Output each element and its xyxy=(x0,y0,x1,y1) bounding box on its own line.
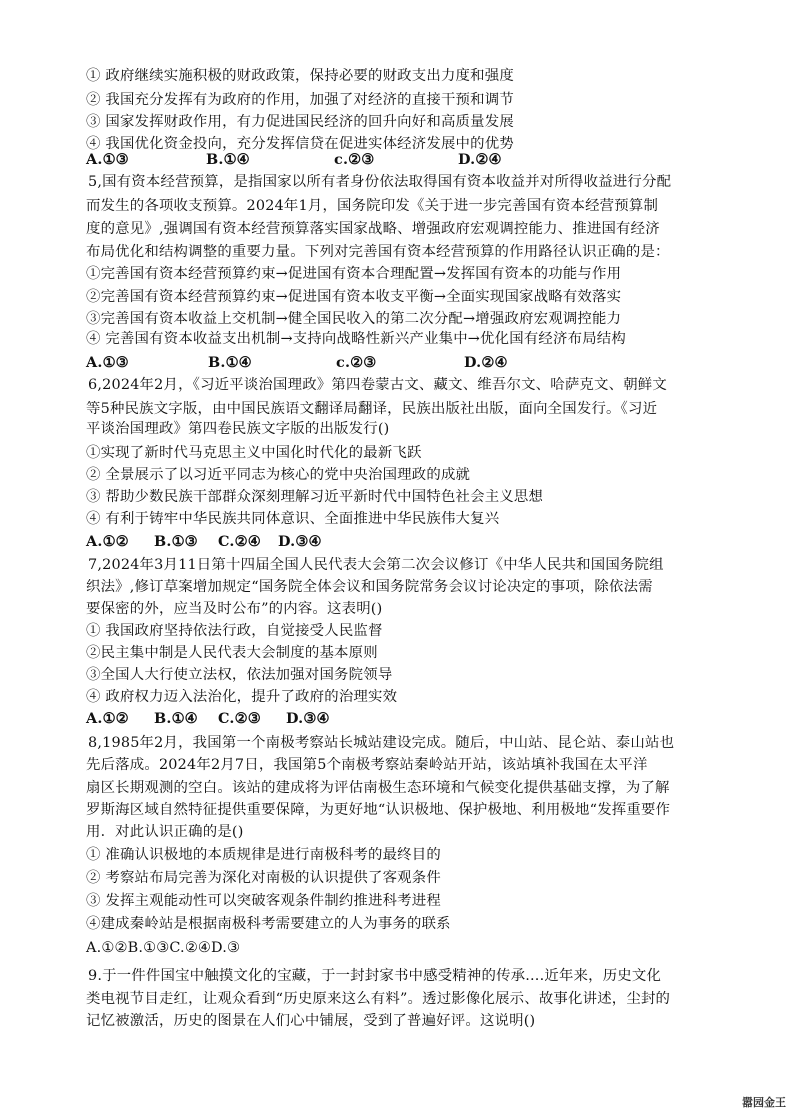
q8-answer-c: C.②④ xyxy=(169,940,212,956)
q8-stem-line-4: 罗斯海区域自然特征提供重要保障，为更好地“认识极地、保护极地、利用极地“发挥重要作 xyxy=(86,802,671,818)
q8-stem-line-5: 用．对此认识正确的是() xyxy=(86,824,244,840)
q8-option-4: ④建成秦岭站是根据南极科考需要建立的人为事务的联系 xyxy=(86,916,451,932)
q8-answer-choices xyxy=(86,938,240,958)
q7-option-4: ④ 政府权力迈入法治化，提升了政府的治理实效 xyxy=(86,689,398,705)
q7-answer-c: C.②③ xyxy=(218,710,261,727)
q9-stem-line-1: 9.于一件件国宝中触摸文化的宝藏，于一封封家书中感受精神的传承....近年来，历史文化 xyxy=(88,968,662,984)
watermark-logo: 嚣园金王 xyxy=(742,1096,786,1109)
q8-answer-b: B.①③ xyxy=(127,940,170,956)
q6-answer-choices xyxy=(86,532,322,552)
q8-answer-a: A.①② xyxy=(86,940,128,956)
q6-option-3: ③ 帮助少数民族干部群众深刻理解习近平新时代中国特色社会主义思想 xyxy=(86,489,544,505)
q5-answer-c: c.②③ xyxy=(336,354,377,371)
q5-stem-line-3: 度的意见》,强调国有资本经营预算落实国家战略、增强政府宏观调控能力、推进国有经济 xyxy=(86,221,660,237)
q7-option-1: ① 我国政府坚持依法行政，自觉接受人民监督 xyxy=(86,623,383,639)
q7-answer-a: A.①② xyxy=(86,710,129,727)
q6-stem-line-1: 6,2024年2月，《习近平谈治国理政》第四卷蒙古文、藏文、维吾尔文、哈萨克文、朝鲜文 xyxy=(88,377,667,393)
q7-answer-d: D.③④ xyxy=(286,710,330,727)
q7-option-3: ③全国人大行使立法权，依法加强对国务院领导 xyxy=(86,667,393,683)
q4-answer-a: A.①③ xyxy=(86,151,129,168)
q7-answer-b: B.①④ xyxy=(154,710,198,727)
q8-stem-line-2: 先后落成。2024年2月7日，我国第5个南极考察站秦岭站开站，该站填补我国在太平洋 xyxy=(86,757,648,773)
q8-option-2: ② 考察站布局完善为深化对南极的认识提供了客观条件 xyxy=(86,870,441,886)
q5-option-2: ②完善国有资本经营预算约束→促进国有资本收支平衡→全面实现国家战略有效落实 xyxy=(86,289,622,305)
q6-option-2: ② 全景展示了以习近平同志为核心的党中央治国理政的成就 xyxy=(86,467,471,483)
q5-stem-line-1: 5,国有资本经营预算，是指国家以所有者身份依法取得国有资本收益并对所得收益进行分配 xyxy=(88,174,672,190)
q7-stem-line-1: 7,2024年3月11日第十四届全国人民代表大会第二次会议修订《中华人民共和国国务院组 xyxy=(88,557,664,573)
q8-option-3: ③ 发挥主观能动性可以突破客观条件制约推进科考进程 xyxy=(86,893,441,909)
q6-answer-d: D.③④ xyxy=(278,533,322,550)
q6-answer-b: B.①③ xyxy=(154,533,198,550)
q7-stem-line-2: 织法》,修订草案增加规定“国务院全体会议和国务院常务会议讨论决定的事项，除依法需 xyxy=(86,579,653,595)
q7-stem-line-3: 要保密的外，应当及时公布”的内容。这表明() xyxy=(86,601,383,617)
q4-answer-choices xyxy=(86,150,502,170)
q5-stem-line-4: 布局优化和结构调整的重要力量。下列对完善国有资本经营预算的作用路径认识正确的是： xyxy=(86,244,670,260)
q5-answer-choices xyxy=(86,353,508,373)
q6-answer-c: C.②④ xyxy=(218,533,261,550)
q8-stem-line-3: 扇区长期观测的空白。该站的建成将为评估南极生态环境和气候变化提供基础支撑，为了解 xyxy=(86,780,670,796)
q6-option-4: ④ 有利于铸牢中华民族共同体意识、全面推进中华民族伟大复兴 xyxy=(86,511,500,527)
q8-option-1: ① 准确认识极地的本质规律是进行南极科考的最终目的 xyxy=(86,847,441,863)
q4-option-1: ① 政府继续实施积极的财政政策，保持必要的财政支出力度和强度 xyxy=(86,68,514,84)
q7-answer-choices xyxy=(86,709,330,729)
q4-answer-d: D.②④ xyxy=(458,151,502,168)
q6-answer-a: A.①② xyxy=(86,533,129,550)
q4-answer-c: c.②③ xyxy=(334,151,375,168)
q5-answer-b: B.①④ xyxy=(208,354,252,371)
q5-answer-a: A.①③ xyxy=(86,354,129,371)
q5-option-1: ①完善国有资本经营预算约束→促进国有资本合理配置→发挥国有资本的功能与作用 xyxy=(86,266,622,282)
q9-stem-line-3: 记忆被激活，历史的图景在人们心中铺展，受到了普遍好评。这说明() xyxy=(86,1013,536,1029)
q6-option-1: ①实现了新时代马克思主义中国化时代化的最新飞跃 xyxy=(86,445,422,461)
q5-stem-line-2: 而发生的各项收支预算。2024年1月，国务院印发《关于进一步完善国有资本经营预算制 xyxy=(86,198,659,214)
q8-answer-d: D.③ xyxy=(211,940,241,956)
q4-option-4: ④ 我国优化资金投向，充分发挥信贷在促进实体经济发展中的优势 xyxy=(86,136,514,152)
q6-stem-line-3: 平谈治国理政》第四卷民族文字版的出版发行() xyxy=(86,421,390,437)
q7-option-2: ②民主集中制是人民代表大会制度的基本原则 xyxy=(86,645,378,661)
q4-option-2: ② 我国充分发挥有为政府的作用，加强了对经济的直接干预和调节 xyxy=(86,92,514,108)
q5-option-4: ④ 完善国有资本收益支出机制→支持向战略性新兴产业集中→优化国有经济布局结构 xyxy=(86,331,626,347)
q8-stem-line-1: 8,1985年2月，我国第一个南极考察站长城站建设完成。随后，中山站、昆仑站、泰山站也 xyxy=(88,735,675,751)
q5-option-3: ③完善国有资本收益上交机制→健全国民收入的第二次分配→增强政府宏观调控能力 xyxy=(86,311,622,327)
q4-answer-b: B.①④ xyxy=(206,151,250,168)
q9-stem-line-2: 类电视节目走红，让观众看到“历史原来这么有料”。透过影像化展示、故事化讲述，尘封的 xyxy=(86,991,671,1007)
q5-answer-d: D.②④ xyxy=(464,354,508,371)
q4-option-3: ③ 国家发挥财政作用，有力促进国民经济的回升向好和高质量发展 xyxy=(86,114,514,130)
q6-stem-line-2: 等5种民族文字版，由中国民族语文翻译局翻译，民族出版社出版，面向全国发行。《习近 xyxy=(86,401,658,417)
